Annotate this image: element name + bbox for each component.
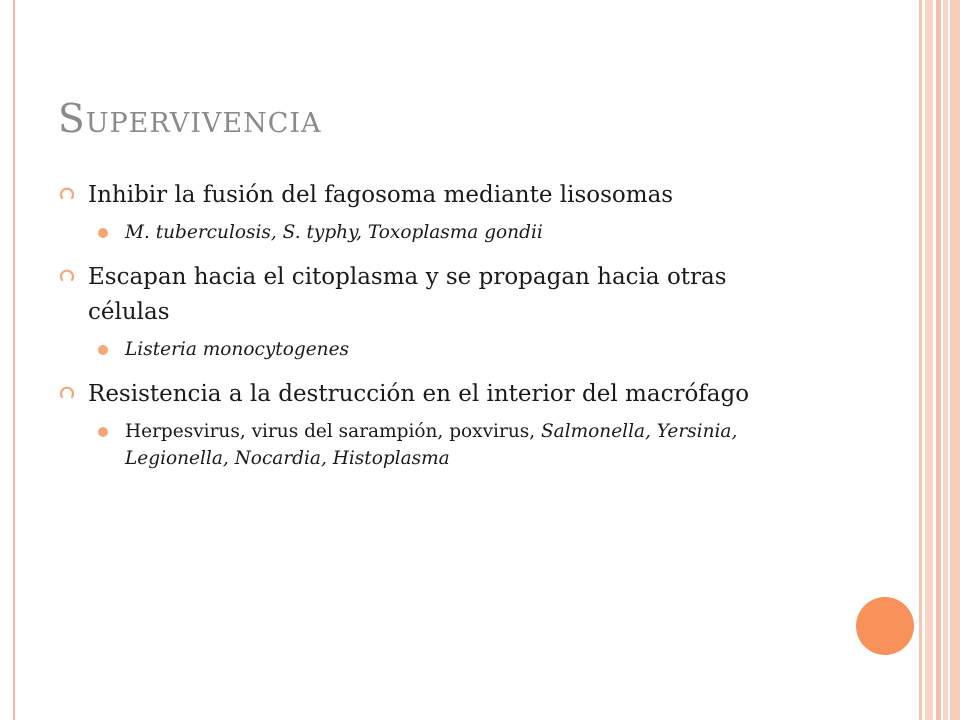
bullet-level1 xyxy=(60,178,800,213)
bullet-arc-icon xyxy=(60,386,74,400)
bullet-list xyxy=(60,178,800,486)
bullet-level2 xyxy=(98,418,800,472)
bullet-dot-icon xyxy=(98,427,108,437)
bullet-dot-icon xyxy=(98,228,108,238)
bullet-level1 xyxy=(60,260,800,330)
bullet-level1 xyxy=(60,377,800,412)
bullet-level2 xyxy=(98,219,800,246)
bullet-level2 xyxy=(98,336,800,363)
right-stripe xyxy=(936,0,941,720)
bullet-text: Escapan hacia el citoplasma y se propagan hacia otras células xyxy=(88,264,727,325)
slide-title: Supervivencia xyxy=(58,97,322,142)
sub-bullet-text: Herpesvirus, virus del sarampión, poxvirus, xyxy=(125,421,536,442)
bullet-arc-icon xyxy=(60,187,74,201)
bullet-text: Inhibir la fusión del fagosoma mediante lisosomas xyxy=(88,182,674,208)
left-border-line xyxy=(13,0,15,720)
right-stripe xyxy=(919,0,922,720)
right-stripe xyxy=(925,0,933,720)
sub-bullet-text: M. tuberculosis, S. typhy, Toxoplasma gondii xyxy=(125,222,543,243)
right-stripe xyxy=(943,0,948,720)
bullet-dot-icon xyxy=(98,345,108,355)
bullet-arc-icon xyxy=(60,269,74,283)
decorative-circle xyxy=(856,597,914,655)
sub-bullet-italic-text: Salmonella, Yersinia, Legionella, Nocardia, Histoplasma xyxy=(125,421,738,469)
right-stripe xyxy=(950,0,960,720)
bullet-text: Resistencia a la destrucción en el interior del macrófago xyxy=(88,381,750,407)
sub-bullet-text: Listeria monocytogenes xyxy=(125,339,350,360)
